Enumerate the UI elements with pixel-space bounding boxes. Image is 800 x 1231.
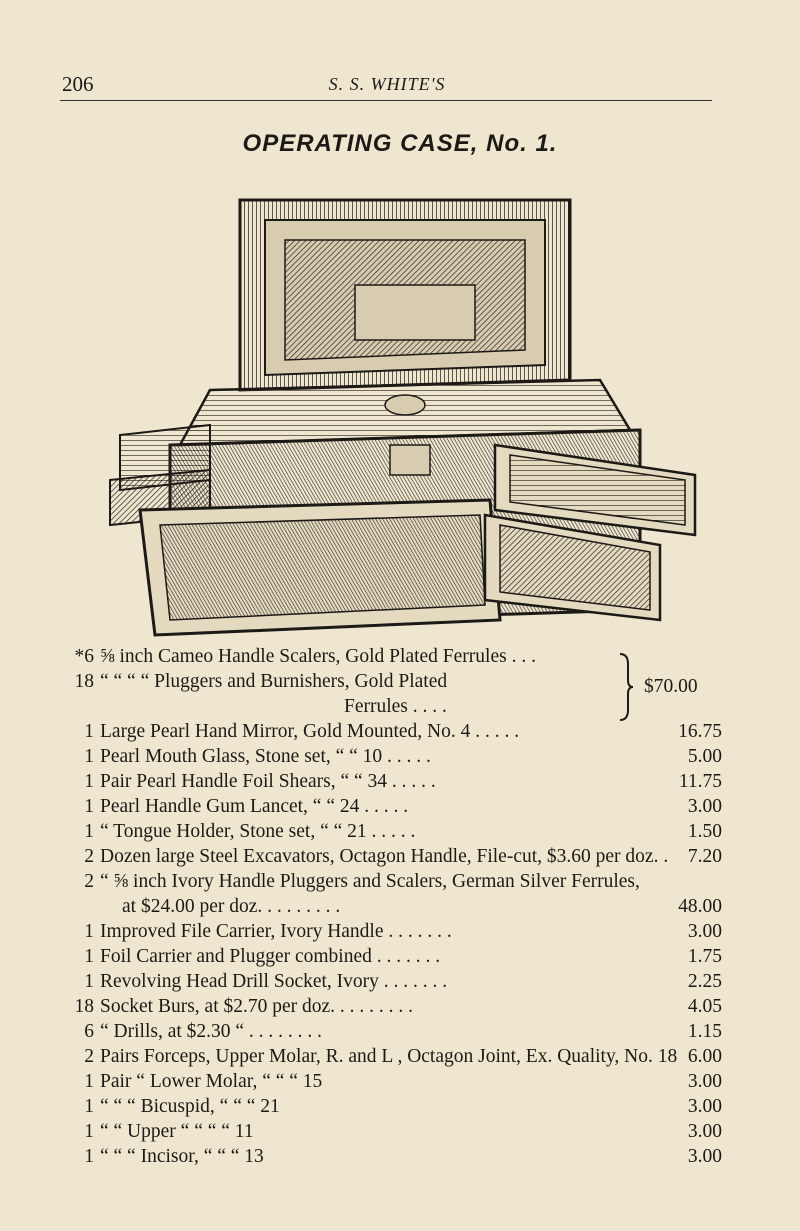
item-quantity: 1	[84, 971, 94, 992]
grouping-brace	[618, 652, 634, 722]
page-header	[62, 62, 712, 102]
item-price: 1.15	[687, 1021, 722, 1042]
item-description: Pair Pearl Handle Foil Shears, “ “ 34 . . . . .	[100, 771, 436, 792]
item-description: Pair “ Lower Molar, “ “ “ 15	[100, 1071, 323, 1092]
item-quantity: 18	[74, 671, 94, 692]
item-description: “ “ “ Bicuspid, “ “ “ 21	[100, 1096, 280, 1117]
item-description: Dozen large Steel Excavators, Octagon Handle, File-cut, $3.60 per doz. .	[100, 846, 669, 867]
item-quantity: 1	[84, 1096, 94, 1117]
item-description: “ “ “ “ Pluggers and Burnishers, Gold Plated	[100, 671, 448, 692]
item-description: Large Pearl Hand Mirror, Gold Mounted, No. 4 . . . . .	[100, 721, 520, 742]
list-item	[62, 896, 722, 921]
item-price: 3.00	[687, 796, 722, 817]
item-price: 3.00	[687, 1071, 722, 1092]
list-item	[62, 921, 722, 946]
item-quantity: 2	[84, 846, 94, 867]
item-quantity: 1	[84, 796, 94, 817]
list-item	[62, 746, 722, 771]
item-quantity: 1	[84, 1121, 94, 1142]
item-price: 1.50	[687, 821, 722, 842]
item-quantity: 6	[84, 1021, 94, 1042]
item-price: 3.00	[687, 1096, 722, 1117]
item-price: 3.00	[687, 1146, 722, 1167]
item-description: “ ⅝ inch Ivory Handle Pluggers and Scalers, German Silver Ferrules,	[100, 871, 640, 892]
item-description: ⅝ inch Cameo Handle Scalers, Gold Plated Ferrules . . .	[100, 646, 536, 667]
item-quantity: 1	[84, 1071, 94, 1092]
item-price: 11.75	[678, 771, 722, 792]
item-description: Socket Burs, at $2.70 per doz. . . . . . . . .	[100, 996, 414, 1017]
header-rule	[60, 100, 712, 101]
item-description: Pairs Forceps, Upper Molar, R. and L , Octagon Joint, Ex. Quality, No. 18	[100, 1046, 678, 1067]
item-description: “ Drills, at $2.30 “ . . . . . . . .	[100, 1021, 323, 1042]
list-item	[62, 1046, 722, 1071]
list-item	[62, 1071, 722, 1096]
item-description: Revolving Head Drill Socket, Ivory . . . . . . .	[100, 971, 448, 992]
item-quantity: 1	[84, 821, 94, 842]
list-item	[62, 771, 722, 796]
item-price: 2.25	[687, 971, 722, 992]
list-item	[62, 971, 722, 996]
list-item	[62, 721, 722, 746]
item-description: Improved File Carrier, Ivory Handle . . . . . . .	[100, 921, 452, 942]
list-item	[62, 1146, 722, 1171]
engraving-illustration	[100, 180, 710, 640]
group-price: $70.00	[644, 676, 698, 697]
list-item	[62, 1021, 722, 1046]
list-item	[62, 846, 722, 871]
item-price: 48.00	[678, 896, 722, 917]
list-item	[62, 946, 722, 971]
item-quantity: 2	[84, 871, 94, 892]
page-number: 206	[62, 72, 94, 96]
item-quantity: 1	[84, 946, 94, 967]
item-price: 4.05	[687, 996, 722, 1017]
item-description: Pearl Handle Gum Lancet, “ “ 24 . . . . .	[100, 796, 409, 817]
list-item	[62, 821, 722, 846]
item-price: 3.00	[687, 1121, 722, 1142]
item-description: “ Tongue Holder, Stone set, “ “ 21 . . . . .	[100, 821, 416, 842]
list-item	[62, 1121, 722, 1146]
item-price: 6.00	[687, 1046, 722, 1067]
item-description: “ “ Upper “ “ “ “ 11	[100, 1121, 254, 1142]
item-description: at $24.00 per doz. . . . . . . . .	[122, 896, 341, 917]
item-price: 1.75	[687, 946, 722, 967]
list-item	[62, 871, 722, 896]
list-item	[62, 1096, 722, 1121]
list-item	[62, 996, 722, 1021]
item-quantity: *6	[74, 646, 94, 667]
item-description: “ “ “ Incisor, “ “ “ 13	[100, 1146, 264, 1167]
item-quantity: 1	[84, 771, 94, 792]
item-quantity: 1	[84, 921, 94, 942]
item-price: 3.00	[687, 921, 722, 942]
item-description: Foil Carrier and Plugger combined . . . . . . .	[100, 946, 441, 967]
item-price: 5.00	[687, 746, 722, 767]
item-price: 7.20	[687, 846, 722, 867]
page-title: OPERATING CASE, No. 1.	[242, 130, 558, 157]
item-quantity: 1	[84, 1146, 94, 1167]
item-description: Pearl Mouth Glass, Stone set, “ “ 10 . . . . .	[100, 746, 431, 767]
item-quantity: 1	[84, 721, 94, 742]
item-quantity: 1	[84, 746, 94, 767]
item-quantity: 2	[84, 1046, 94, 1067]
item-price: 16.75	[678, 721, 722, 742]
item-quantity: 18	[74, 996, 94, 1017]
list-item	[62, 796, 722, 821]
running-head: S. S. WHITE'S	[328, 74, 446, 94]
item-description: Ferrules . . . .	[344, 696, 447, 717]
